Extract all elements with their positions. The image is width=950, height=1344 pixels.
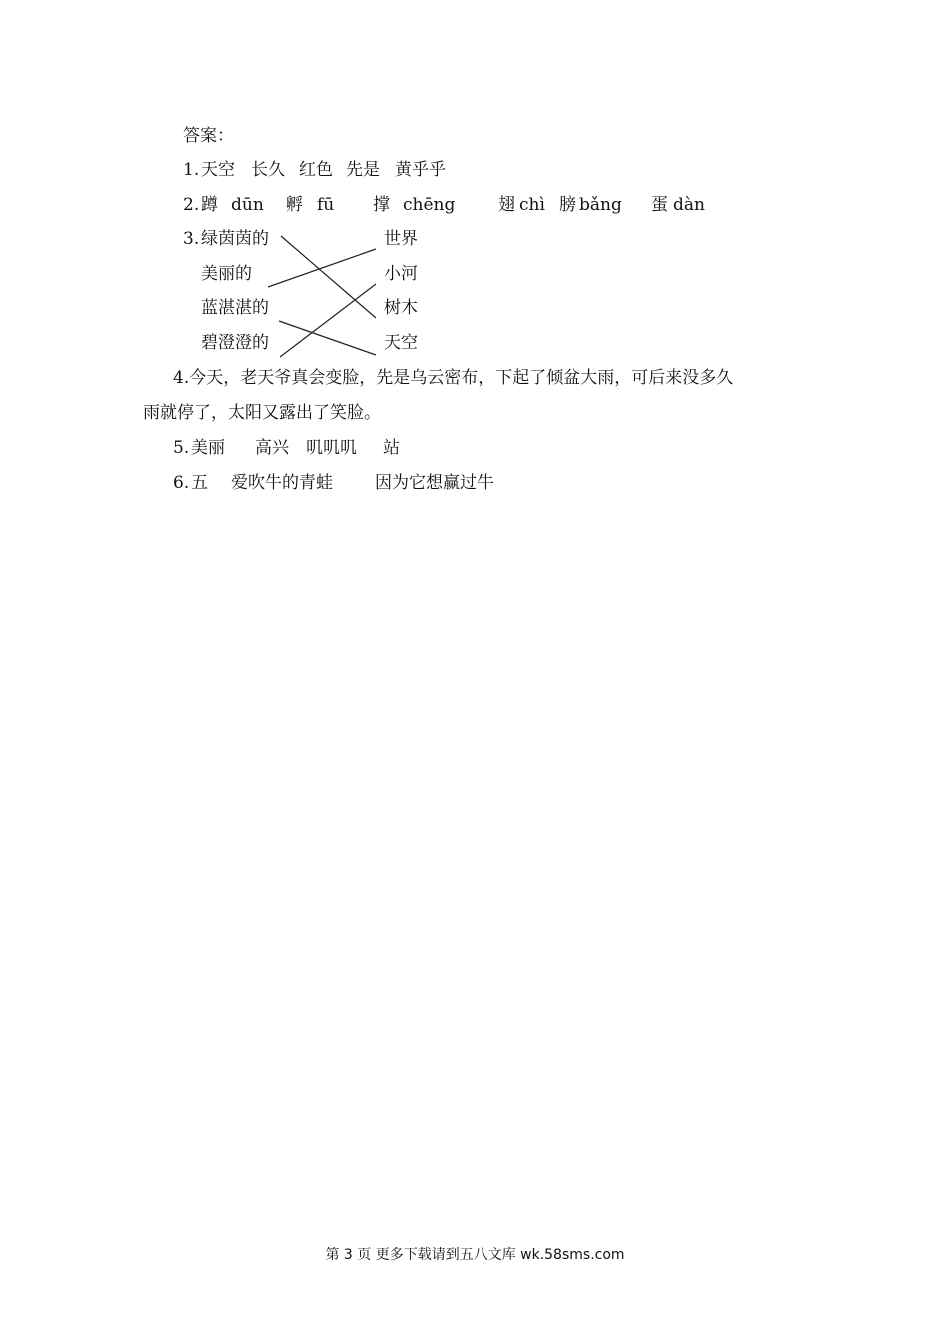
- q1-word: 先是: [346, 160, 380, 180]
- q2-char: 膀: [559, 195, 576, 215]
- q3-right-item: 世界: [384, 229, 418, 249]
- q3-number: 3.: [183, 229, 200, 249]
- q1-line: [183, 158, 483, 182]
- q3-right-item: 小河: [384, 264, 418, 284]
- q4-line-2: 雨就停了，太阳又露出了笑脸。: [143, 403, 381, 423]
- match-line: [279, 321, 376, 355]
- q2-char: 翅: [498, 195, 515, 215]
- q2-pinyin: dàn: [673, 195, 705, 215]
- q5-word: 叽叽叽: [306, 438, 357, 458]
- q4-line-1: 4.今天，老天爷真会变脸，先是乌云密布，下起了倾盆大雨，可后来没多久: [173, 368, 734, 388]
- q6-number: 6.: [173, 473, 190, 493]
- q2-char: 撑: [373, 195, 390, 215]
- q2-pinyin: chēng: [403, 195, 456, 215]
- q1-word: 红色: [299, 160, 333, 180]
- match-line: [268, 249, 376, 287]
- q2-pinyin: dūn: [231, 195, 264, 215]
- q3-left-item: 绿茵茵的: [201, 229, 269, 249]
- q2-char: 蛋: [651, 195, 668, 215]
- q3-right-item: 天空: [384, 333, 418, 353]
- q3-left-item: 美丽的: [201, 264, 252, 284]
- q2-pinyin: chì: [519, 195, 545, 215]
- answer-heading: 答案：: [183, 126, 234, 146]
- q1-word: 长久: [251, 160, 285, 180]
- match-line: [280, 284, 376, 357]
- q1-word: 黄乎乎: [395, 160, 446, 180]
- q1-word: 天空: [201, 160, 235, 180]
- q2-pinyin: bǎng: [579, 195, 622, 215]
- q5-line: [173, 436, 473, 460]
- q2-char: 孵: [286, 195, 303, 215]
- q1-number: 1.: [183, 160, 200, 180]
- q3-left-item: 碧澄澄的: [201, 333, 269, 353]
- q3-right-item: 树木: [384, 298, 418, 318]
- q3-left-item: 蓝湛湛的: [201, 298, 269, 318]
- match-line: [281, 236, 376, 318]
- q6-line: [173, 471, 533, 495]
- q2-line: [183, 193, 723, 217]
- q2-pinyin: fū: [317, 195, 335, 215]
- q2-char: 蹲: [201, 195, 218, 215]
- q2-number: 2.: [183, 195, 200, 215]
- q5-word: 高兴: [255, 438, 289, 458]
- q5-word: 美丽: [191, 438, 225, 458]
- q6-word: 爱吹牛的青蛙: [231, 473, 333, 493]
- q5-word: 站: [383, 438, 400, 458]
- q6-word: 因为它想赢过牛: [375, 473, 494, 493]
- q5-number: 5.: [173, 438, 190, 458]
- q6-word: 五: [191, 473, 208, 493]
- page-footer: 第 3 页 更多下载请到五八文库 wk.58sms.com: [325, 1247, 625, 1263]
